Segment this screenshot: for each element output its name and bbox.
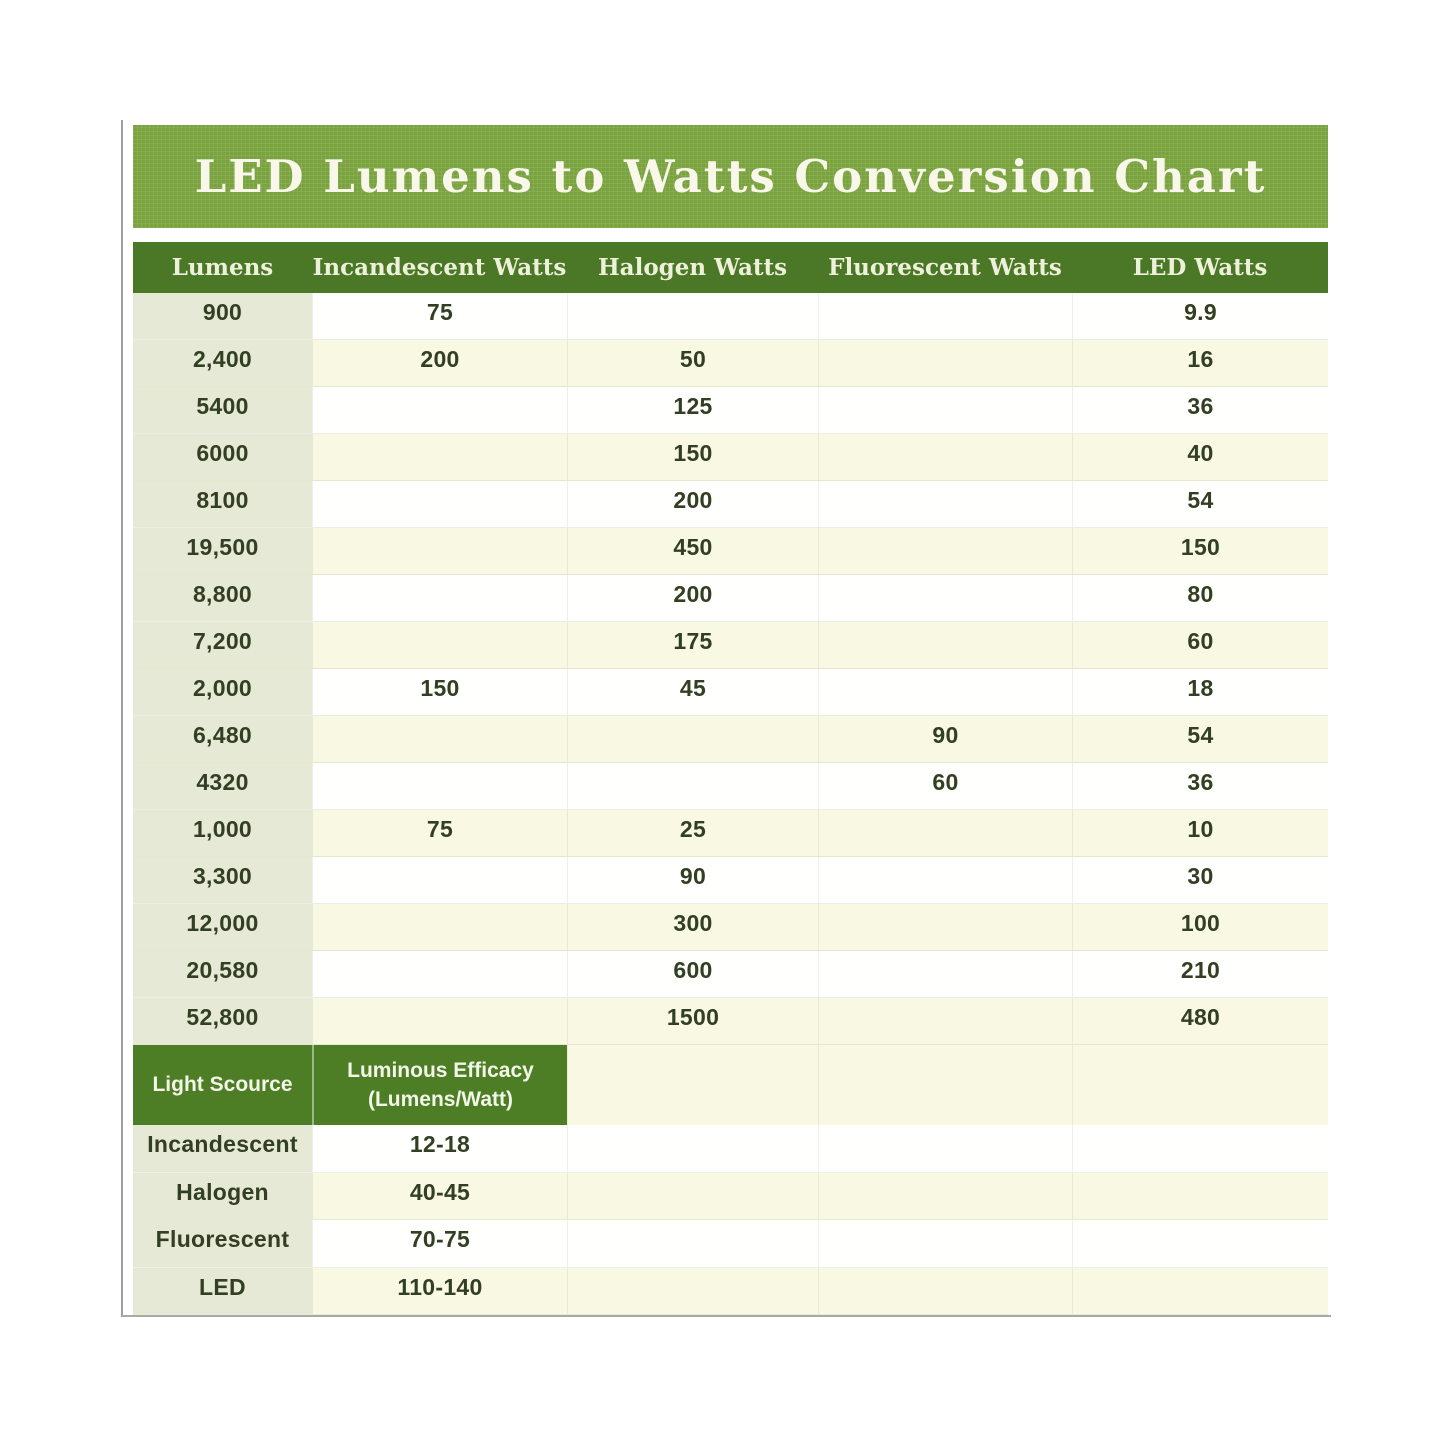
halogen-watts-cell	[567, 293, 818, 339]
incandescent-watts-cell	[312, 857, 567, 903]
fluorescent-watts-cell	[818, 810, 1072, 856]
halogen-watts-cell: 25	[567, 810, 818, 856]
table-row	[133, 669, 1328, 716]
table-row	[133, 293, 1328, 340]
efficacy-header-line2: (Lumens/Watt)	[367, 1088, 514, 1111]
lumens-cell: 19,500	[133, 528, 312, 574]
halogen-watts-cell: 1500	[567, 998, 818, 1044]
lumens-cell: 8100	[133, 481, 312, 527]
light-source-cell: LED	[133, 1268, 312, 1315]
efficacy-row	[133, 1125, 1328, 1173]
halogen-watts-cell: 45	[567, 669, 818, 715]
halogen-watts-cell: 200	[567, 481, 818, 527]
filler-band	[1072, 1268, 1328, 1315]
filler-band	[567, 1045, 818, 1125]
incandescent-watts-cell	[312, 622, 567, 668]
light-source-cell: Incandescent	[133, 1125, 312, 1172]
lumens-cell: 1,000	[133, 810, 312, 856]
page-title: LED Lumens to Watts Conversion Chart	[194, 150, 1267, 203]
filler-band	[567, 1268, 818, 1315]
table-row	[133, 434, 1328, 481]
led-watts-cell: 60	[1072, 622, 1328, 668]
table-row	[133, 763, 1328, 810]
incandescent-watts-cell: 75	[312, 810, 567, 856]
table-row	[133, 528, 1328, 575]
led-watts-cell: 36	[1072, 387, 1328, 433]
table-row	[133, 951, 1328, 998]
fluorescent-watts-cell: 60	[818, 763, 1072, 809]
table-row	[133, 810, 1328, 857]
lumens-cell: 3,300	[133, 857, 312, 903]
table-row	[133, 716, 1328, 763]
table-row	[133, 622, 1328, 669]
led-watts-cell: 40	[1072, 434, 1328, 480]
incandescent-watts-cell	[312, 434, 567, 480]
led-watts-cell: 54	[1072, 481, 1328, 527]
filler-band	[567, 1125, 818, 1172]
lumens-cell: 12,000	[133, 904, 312, 950]
lumens-cell: 20,580	[133, 951, 312, 997]
halogen-watts-cell: 175	[567, 622, 818, 668]
led-watts-cell: 100	[1072, 904, 1328, 950]
halogen-watts-cell: 200	[567, 575, 818, 621]
fluorescent-watts-cell	[818, 293, 1072, 339]
page-border-bottom	[121, 1315, 1331, 1317]
led-watts-cell: 9.9	[1072, 293, 1328, 339]
table-row	[133, 481, 1328, 528]
efficacy-header-source: Light Scource	[133, 1045, 312, 1125]
efficacy-row	[133, 1220, 1328, 1268]
incandescent-watts-cell	[312, 998, 567, 1044]
fluorescent-watts-cell	[818, 951, 1072, 997]
efficacy-header-line1: Luminous Efficacy	[347, 1059, 534, 1082]
efficacy-row	[133, 1173, 1328, 1221]
table-header-row	[133, 242, 1328, 293]
efficacy-row	[133, 1268, 1328, 1316]
halogen-watts-cell: 90	[567, 857, 818, 903]
lumens-cell: 6,480	[133, 716, 312, 762]
incandescent-watts-cell	[312, 387, 567, 433]
led-watts-cell: 36	[1072, 763, 1328, 809]
led-watts-cell: 16	[1072, 340, 1328, 386]
fluorescent-watts-cell	[818, 387, 1072, 433]
lumens-cell: 2,000	[133, 669, 312, 715]
incandescent-watts-cell	[312, 716, 567, 762]
lumens-cell: 6000	[133, 434, 312, 480]
led-watts-cell: 18	[1072, 669, 1328, 715]
fluorescent-watts-cell	[818, 528, 1072, 574]
incandescent-watts-cell	[312, 575, 567, 621]
halogen-watts-cell: 125	[567, 387, 818, 433]
filler-band	[1072, 1173, 1328, 1220]
incandescent-watts-cell	[312, 904, 567, 950]
efficacy-header-row	[133, 1045, 1328, 1125]
col-header-led: LED Watts	[1132, 254, 1268, 281]
halogen-watts-cell	[567, 763, 818, 809]
efficacy-value-cell: 70-75	[312, 1220, 567, 1267]
led-watts-cell: 210	[1072, 951, 1328, 997]
lumens-cell: 52,800	[133, 998, 312, 1044]
fluorescent-watts-cell	[818, 481, 1072, 527]
halogen-watts-cell: 600	[567, 951, 818, 997]
filler-band	[1072, 1125, 1328, 1172]
incandescent-watts-cell	[312, 528, 567, 574]
led-watts-cell: 150	[1072, 528, 1328, 574]
fluorescent-watts-cell	[818, 575, 1072, 621]
filler-band	[818, 1125, 1072, 1172]
incandescent-watts-cell: 150	[312, 669, 567, 715]
fluorescent-watts-cell	[818, 998, 1072, 1044]
table-row	[133, 387, 1328, 434]
halogen-watts-cell	[567, 716, 818, 762]
table-row	[133, 340, 1328, 387]
lumens-table-body	[133, 293, 1328, 1045]
efficacy-value-cell: 110-140	[312, 1268, 567, 1315]
filler-band	[818, 1173, 1072, 1220]
efficacy-value-cell: 12-18	[312, 1125, 567, 1172]
fluorescent-watts-cell	[818, 340, 1072, 386]
fluorescent-watts-cell	[818, 434, 1072, 480]
filler-band	[1072, 1220, 1328, 1267]
led-watts-cell: 80	[1072, 575, 1328, 621]
lumens-cell: 8,800	[133, 575, 312, 621]
halogen-watts-cell: 150	[567, 434, 818, 480]
table-row	[133, 575, 1328, 622]
col-header-lumens: Lumens	[171, 254, 274, 281]
fluorescent-watts-cell	[818, 622, 1072, 668]
page-border-left	[121, 120, 123, 1317]
filler-band	[567, 1220, 818, 1267]
filler-band	[818, 1268, 1072, 1315]
lumens-cell: 7,200	[133, 622, 312, 668]
halogen-watts-cell: 50	[567, 340, 818, 386]
efficacy-value-cell: 40-45	[312, 1173, 567, 1220]
incandescent-watts-cell	[312, 763, 567, 809]
halogen-watts-cell: 450	[567, 528, 818, 574]
light-source-cell: Halogen	[133, 1173, 312, 1220]
lumens-cell: 5400	[133, 387, 312, 433]
incandescent-watts-cell	[312, 951, 567, 997]
lumens-cell: 2,400	[133, 340, 312, 386]
lumens-cell: 4320	[133, 763, 312, 809]
filler-band	[818, 1045, 1072, 1125]
light-source-cell: Fluorescent	[133, 1220, 312, 1267]
table-row	[133, 904, 1328, 951]
col-header-fluorescent: Fluorescent Watts	[828, 254, 1062, 281]
led-watts-cell: 10	[1072, 810, 1328, 856]
fluorescent-watts-cell	[818, 857, 1072, 903]
efficacy-header-efficacy	[312, 1045, 567, 1125]
fluorescent-watts-cell: 90	[818, 716, 1072, 762]
fluorescent-watts-cell	[818, 904, 1072, 950]
table-row	[133, 998, 1328, 1045]
efficacy-table	[133, 1045, 1328, 1315]
filler-band	[818, 1220, 1072, 1267]
halogen-watts-cell: 300	[567, 904, 818, 950]
col-header-halogen: Halogen Watts	[597, 254, 788, 281]
incandescent-watts-cell: 75	[312, 293, 567, 339]
led-watts-cell: 480	[1072, 998, 1328, 1044]
filler-band	[1072, 1045, 1328, 1125]
lumens-cell: 900	[133, 293, 312, 339]
fluorescent-watts-cell	[818, 669, 1072, 715]
led-watts-cell: 54	[1072, 716, 1328, 762]
table-row	[133, 857, 1328, 904]
incandescent-watts-cell	[312, 481, 567, 527]
col-header-incandescent: Incandescent Watts	[312, 254, 567, 281]
led-watts-cell: 30	[1072, 857, 1328, 903]
incandescent-watts-cell: 200	[312, 340, 567, 386]
title-banner	[133, 125, 1328, 228]
filler-band	[567, 1173, 818, 1220]
